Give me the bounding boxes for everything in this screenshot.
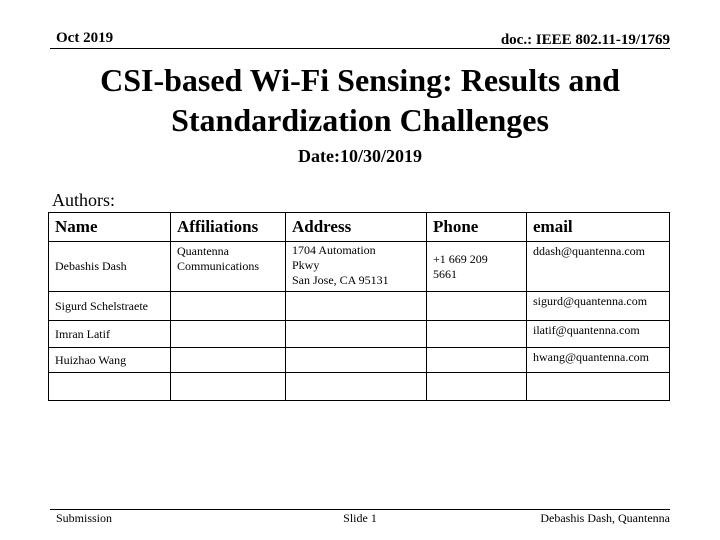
cell-address [286,348,427,373]
cell-name: Debashis Dash [49,242,171,292]
cell-address-line: Pkwy [292,258,320,272]
slide-title [40,60,680,140]
slide-title-line-1: CSI-based Wi-Fi Sensing: Results and [100,62,620,98]
authors-table-header-row [49,213,670,242]
footer-author: Debashis Dash, Quantenna [540,511,670,525]
table-row [49,242,670,292]
cell-address [286,242,427,292]
cell-name: Sigurd Schelstraete [49,292,171,321]
authors-label: Authors: [52,190,115,210]
slide-title-line-2: Standardization Challenges [171,102,549,138]
cell-address [286,373,427,401]
table-row [49,348,670,373]
cell-name: Imran Latif [49,321,171,348]
column-header-name: Name [49,213,171,242]
table-row [49,321,670,348]
column-header-email: email [527,213,670,242]
column-header-phone: Phone [427,213,527,242]
slide-date: Date:10/30/2019 [298,146,422,166]
cell-affiliation [171,292,286,321]
header-date: Oct 2019 [56,30,114,46]
footer-divider [50,509,670,510]
cell-affiliation [171,242,286,292]
footer-slide-number: Slide 1 [343,511,377,525]
table-row [49,292,670,321]
cell-affiliation-line: Communications [177,259,259,273]
cell-phone [427,321,527,348]
cell-address-line: San Jose, CA 95131 [292,273,389,287]
cell-affiliation [171,321,286,348]
table-row [49,373,670,401]
footer-submission: Submission [56,511,113,525]
cell-email: ilatif@quantenna.com [527,321,670,348]
cell-email: sigurd@quantenna.com [527,292,670,321]
header-divider [50,48,670,49]
cell-affiliation-line: Quantenna [177,244,229,258]
column-header-address: Address [286,213,427,242]
cell-address-line: 1704 Automation [292,243,376,257]
column-header-affiliations: Affiliations [171,213,286,242]
authors-table [48,212,670,401]
header-doc-number: doc.: IEEE 802.11-19/1769 [500,32,670,48]
cell-phone [427,373,527,401]
cell-phone [427,348,527,373]
cell-affiliation [171,373,286,401]
cell-phone-line: +1 669 209 [433,251,488,266]
cell-email [527,373,670,401]
cell-name [49,373,171,401]
cell-address [286,292,427,321]
cell-affiliation [171,348,286,373]
cell-name: Huizhao Wang [49,348,171,373]
cell-phone [427,292,527,321]
cell-address [286,321,427,348]
cell-phone [427,242,527,292]
cell-email: ddash@quantenna.com [527,242,670,292]
cell-email: hwang@quantenna.com [527,348,670,373]
cell-phone-line: 5661 [433,266,457,281]
